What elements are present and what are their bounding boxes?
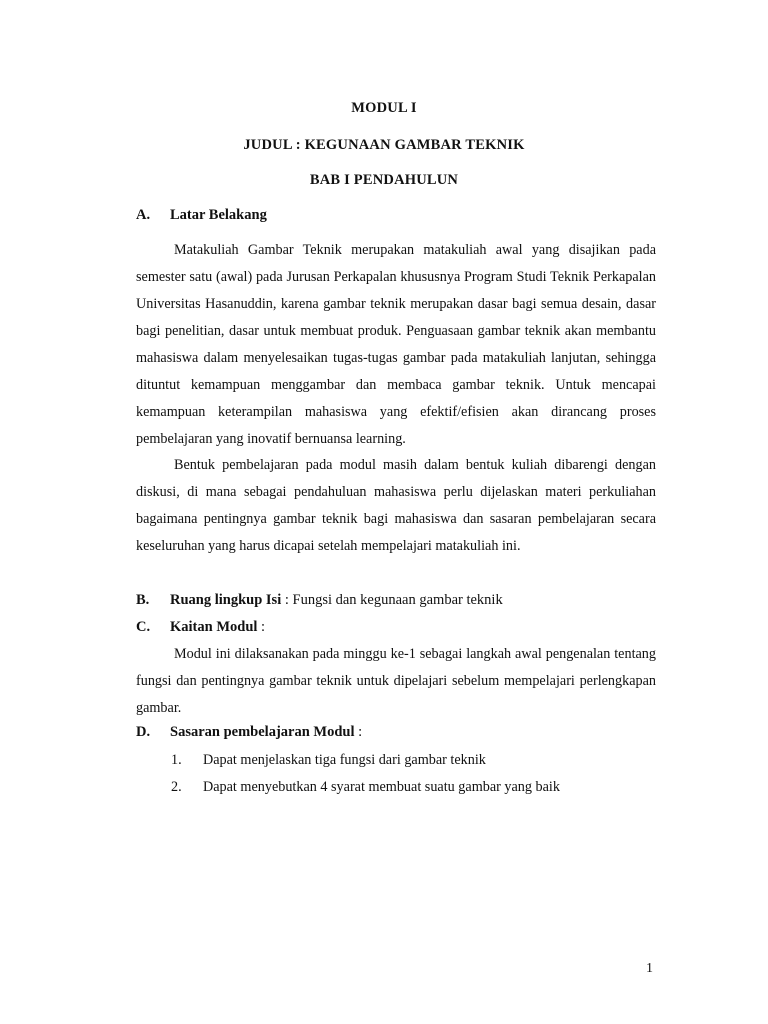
section-b-text: : Fungsi dan kegunaan gambar teknik	[281, 592, 503, 608]
section-d-letter: D.	[136, 724, 151, 740]
section-a-paragraph-1: Matakuliah Gambar Teknik merupakan matakuliah awal yang disajikan pada semester satu (awal) pada Jurusan Perkapalan khususnya Program Studi Teknik Perkapalan Universitas Hasanuddin, karena gambar teknik merupakan dasar bagi semua desain, dasar bagi penelitian, dasar untuk membuat produk. Penguasaan gambar teknik akan membantu mahasiswa dalam menyelesaikan tugas-tugas gambar pada matakuliah lanjutan, sehingga dituntut kemampuan menggambar dan membaca gambar teknik. Untuk mencapai kemampuan keterampilan mahasiswa yang efektif/efisien akan dirancang proses pembelajaran yang inovatif bernuansa learning.	[136, 242, 656, 447]
section-c-paragraph: Modul ini dilaksanakan pada minggu ke-1 sebagai langkah awal pengenalan tentang fungsi dan pentingnya gambar teknik untuk dipelajari sebelum mempelajari perlengkapan gambar.	[136, 646, 656, 716]
section-a-paragraph-2: Bentuk pembelajaran pada modul masih dalam bentuk kuliah dibarengi dengan diskusi, di mana sebagai pendahuluan mahasiswa perlu dijelaskan materi perkuliahan bagaimana pentingnya gambar teknik bagi mahasiswa dan sasaran pembelajaran secara keseluruhan yang harus dicapai setelah mempelajari matakuliah ini.	[136, 457, 656, 554]
list-item-text: Dapat menjelaskan tiga fungsi dari gambar teknik	[203, 752, 486, 768]
section-d-heading	[136, 724, 656, 744]
list-item-text: Dapat menyebutkan 4 syarat membuat suatu gambar yang baik	[203, 779, 560, 795]
list-item	[171, 779, 651, 799]
list-item-number: 2.	[171, 779, 182, 795]
section-a-heading	[136, 207, 656, 227]
list-item-number: 1.	[171, 752, 182, 768]
page-number: 1	[646, 961, 653, 976]
module-title: MODUL I	[351, 100, 417, 116]
chapter-title: BAB I PENDAHULUN	[309, 172, 459, 188]
module-subject-title: JUDUL : KEGUNAAN GAMBAR TEKNIK	[243, 137, 525, 153]
section-b-heading	[136, 592, 656, 612]
section-a-letter: A.	[136, 207, 151, 223]
section-b-letter: B.	[136, 592, 150, 608]
list-item	[171, 752, 651, 772]
section-d-colon: :	[354, 724, 363, 740]
section-b-label: Ruang lingkup Isi	[170, 592, 282, 608]
section-c-letter: C.	[136, 619, 151, 635]
section-c-heading	[136, 619, 656, 639]
section-c-colon: :	[257, 619, 266, 635]
section-a-label: Latar Belakang	[170, 207, 267, 223]
section-c-label: Kaitan Modul	[170, 619, 258, 635]
section-d-label: Sasaran pembelajaran Modul	[170, 724, 355, 740]
